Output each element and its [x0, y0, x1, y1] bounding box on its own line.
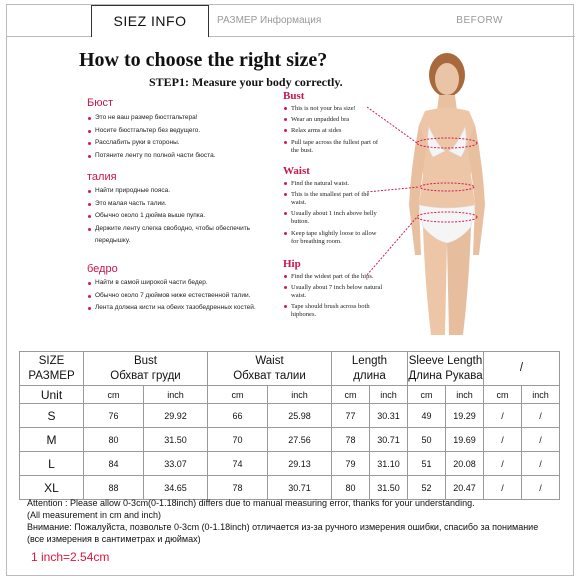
length-header: Length длина	[332, 352, 408, 386]
table-cell: 70	[208, 428, 268, 452]
size-info-tab[interactable]	[91, 5, 209, 37]
table-cell: 88	[84, 476, 144, 500]
table-cell: 52	[408, 476, 446, 500]
table-cell: 84	[84, 452, 144, 476]
ru-waist-list	[87, 185, 250, 248]
note-line: (все измерения в сантиметрах и дюймах)	[27, 534, 201, 544]
list-item: Держите ленту слегка свободно, чтобы обеспечить	[87, 223, 250, 236]
table-cell: 30.31	[370, 404, 408, 428]
size-info-panel	[6, 4, 574, 576]
unit-cm: cm	[208, 386, 268, 404]
list-item: передышку.	[95, 237, 131, 244]
unit-inch: inch	[370, 386, 408, 404]
table-cell: 31.50	[144, 428, 208, 452]
size-cell: S	[20, 404, 84, 428]
table-row	[20, 428, 560, 452]
table-cell: 79	[332, 452, 370, 476]
blank-header: /	[484, 352, 560, 386]
unit-cm: cm	[408, 386, 446, 404]
table-unit-row	[20, 386, 560, 404]
size-cell: M	[20, 428, 84, 452]
list-item: Носите бюстгальтер без ведущего.	[87, 125, 216, 138]
model-figure	[409, 53, 485, 335]
en-hip-heading: Hip	[283, 258, 301, 270]
header-bar	[7, 5, 575, 37]
list-item: Tape should brush across both hipbones.	[283, 303, 383, 319]
unit-inch: inch	[446, 386, 484, 404]
list-item: Обычно около 1 дюйма выше пупка.	[87, 210, 250, 223]
table-cell: 33.07	[144, 452, 208, 476]
table-cell: /	[484, 452, 522, 476]
list-item: Потяните ленту по полной части бюста.	[87, 150, 216, 163]
list-item: Расслабить руки в стороны.	[87, 137, 216, 150]
table-cell: /	[484, 428, 522, 452]
table-cell: 77	[332, 404, 370, 428]
table-cell: 27.56	[268, 428, 332, 452]
list-item: This is not your bra size!	[283, 105, 383, 113]
measurement-notes	[27, 497, 538, 545]
header-right-rule	[209, 5, 575, 37]
table-cell: 80	[332, 476, 370, 500]
list-item: Лента должна кисти на обеих тазобедренных костей.	[87, 302, 256, 315]
table-cell: 49	[408, 404, 446, 428]
unit-cm: cm	[484, 386, 522, 404]
note-line: (All measurement in cm and inch)	[27, 510, 162, 520]
table-row	[20, 476, 560, 500]
en-waist-heading: Waist	[283, 165, 310, 177]
table-cell: /	[484, 476, 522, 500]
unit-label: Unit	[20, 386, 84, 404]
ru-bust-heading: Бюст	[87, 97, 114, 109]
size-cell: XL	[20, 476, 84, 500]
list-item: Это не ваш размер бюстгальтера!	[87, 112, 216, 125]
ru-waist-heading: талия	[87, 171, 117, 183]
list-item: Find the natural waist.	[283, 180, 383, 188]
table-cell: 29.92	[144, 404, 208, 428]
list-item: This is the smallest part of the waist.	[283, 191, 383, 207]
table-cell: 78	[208, 476, 268, 500]
unit-inch: inch	[268, 386, 332, 404]
table-cell: 20.08	[446, 452, 484, 476]
table-cell: 51	[408, 452, 446, 476]
unit-cm: cm	[332, 386, 370, 404]
bust-header: Bust Обхват груди	[84, 352, 208, 386]
table-cell: 66	[208, 404, 268, 428]
header-right-label: BEFORW	[456, 15, 503, 26]
size-cell: L	[20, 452, 84, 476]
en-bust-heading: Bust	[283, 90, 305, 102]
ru-bust-list	[87, 112, 216, 162]
header-subtitle: РАЗМЕР Информация	[217, 15, 322, 26]
size-corner-cell: SIZE РАЗМЕР	[20, 352, 84, 386]
table-row	[20, 452, 560, 476]
list-item: Keep tape slightly loose to allow for breathing room.	[283, 230, 383, 246]
list-item: Wear an unpadded bra	[283, 116, 383, 124]
guide-step: STEP1: Measure your body correctly.	[149, 75, 343, 89]
list-item: Обычно около 7 дюймов ниже естественной талии.	[87, 290, 256, 303]
table-cell: 30.71	[268, 476, 332, 500]
ru-hip-list	[87, 277, 256, 315]
sleeve-length-header: Sleeve Length Длина Рукава	[408, 352, 484, 386]
table-row	[20, 404, 560, 428]
list-item: Relax arms at sides	[283, 127, 383, 135]
size-info-tab-label: SIEZ INFO	[113, 13, 187, 29]
list-item: Usually about 7 inch below natural waist.	[283, 284, 383, 300]
list-item: Это малая часть талии.	[87, 198, 250, 211]
unit-cm: cm	[84, 386, 144, 404]
table-cell: /	[484, 404, 522, 428]
size-table	[19, 351, 560, 500]
note-line: Attention : Please allow 0-3cm(0-1.18inch) differs due to manual measuring error, thanks for your understanding.	[27, 498, 475, 508]
table-cell: 76	[84, 404, 144, 428]
table-cell: /	[522, 452, 560, 476]
table-cell: 25.98	[268, 404, 332, 428]
list-item: Usually about 1 inch above belly button.	[283, 210, 383, 226]
list-item: Найти в самой широкой части бедер.	[87, 277, 256, 290]
table-cell: 74	[208, 452, 268, 476]
table-cell: 31.10	[370, 452, 408, 476]
table-group-header	[20, 352, 560, 386]
table-cell: /	[522, 428, 560, 452]
list-item: Find the widest part of the hips.	[283, 273, 383, 281]
header-left-rule	[7, 5, 91, 37]
table-cell: 29.13	[268, 452, 332, 476]
table-cell: 19.29	[446, 404, 484, 428]
list-item: Найти природные пояса.	[87, 185, 250, 198]
table-cell: 50	[408, 428, 446, 452]
unit-inch: inch	[522, 386, 560, 404]
list-item: Pull tape across the fullest part of the bust.	[283, 139, 383, 155]
table-cell: 30.71	[370, 428, 408, 452]
ru-hip-heading: бедро	[87, 263, 118, 275]
table-cell: 78	[332, 428, 370, 452]
table-cell: 34.65	[144, 476, 208, 500]
table-cell: 20.47	[446, 476, 484, 500]
table-cell: /	[522, 476, 560, 500]
note-line: Внимание: Пожалуйста, позвольте 0-3cm (0-1.18inch) отличается из-за ручного измерения ошибки, спасибо за понимание	[27, 522, 539, 532]
table-cell: /	[522, 404, 560, 428]
table-cell: 80	[84, 428, 144, 452]
table-cell: 31.50	[370, 476, 408, 500]
model-illustration	[367, 45, 517, 345]
inch-conversion: 1 inch=2.54cm	[31, 550, 110, 564]
waist-header: Waist Обхват талии	[208, 352, 332, 386]
table-cell: 19.69	[446, 428, 484, 452]
guide-title: How to choose the right size?	[79, 49, 328, 71]
unit-inch: inch	[144, 386, 208, 404]
